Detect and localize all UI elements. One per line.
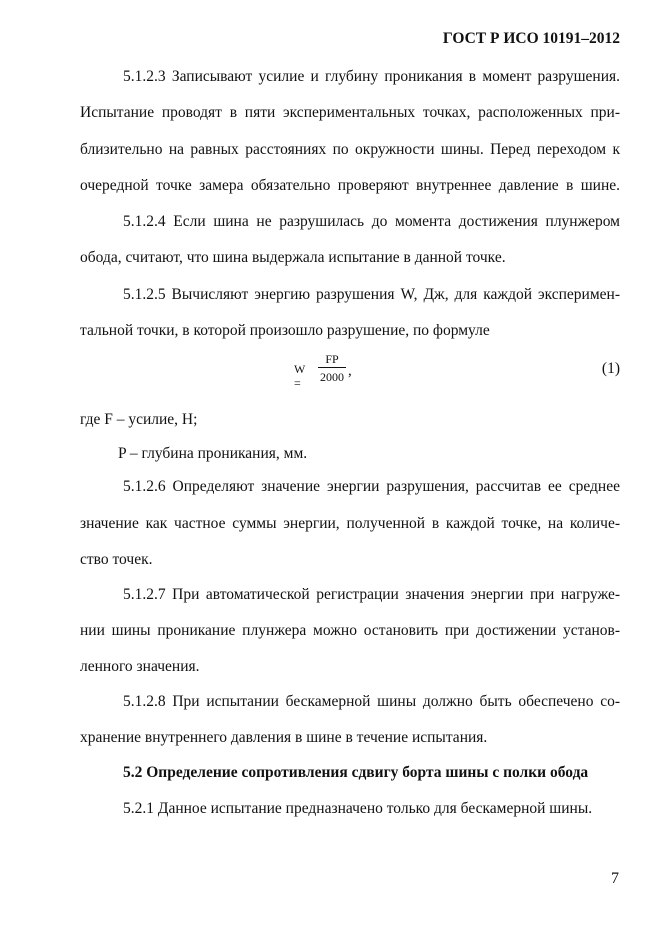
page-number: 7 [611, 870, 619, 887]
formula-denominator: 2000 [320, 370, 344, 384]
paragraph-line: значение как частное суммы энергии, полученной в каждой точке, на количе- [80, 515, 620, 532]
paragraph-line: ство точек. [80, 551, 153, 568]
paragraph-line: ленного значения. [80, 658, 200, 675]
paragraph-line: 5.2.1 Данное испытание предназначено только для бескамерной шины. [123, 800, 593, 817]
paragraph-line: тальной точки, в которой произошло разрушение, по формуле [80, 322, 490, 339]
paragraph-line: Испытание проводят в пяти экспериментальных точках, расположенных при- [80, 104, 620, 121]
paragraph-line: 5.1.2.4 Если шина не разрушилась до момента достижения плунжером [123, 213, 620, 230]
where-line: где F – усилие, Н; [80, 411, 198, 428]
section-heading: 5.2 Определение сопротивления сдвигу борта шины с полки обода [123, 764, 589, 781]
paragraph-line: 5.1.2.7 При автоматической регистрации значения энергии при нагруже- [123, 586, 620, 603]
formula-lhs: W = [294, 362, 306, 390]
paragraph-line: очередной точке замера обязательно проверяют внутреннее давление в шине. [80, 177, 620, 194]
formula-numerator: FP [318, 352, 346, 368]
paragraph-line: хранение внутреннего давления в шине в течение испытания. [80, 729, 488, 746]
paragraph-line: 5.1.2.5 Вычисляют энергию разрушения W, Дж, для каждой эксперимен- [123, 286, 620, 303]
paragraph-line: нии шины проникание плунжера можно остановить при достижении установ- [80, 622, 620, 639]
formula-comma: , [348, 363, 352, 379]
formula-fraction [318, 352, 346, 384]
paragraph-line: 5.1.2.6 Определяют значение энергии разрушения, рассчитав ее среднее [123, 478, 620, 495]
paragraph-line: 5.1.2.3 Записывают усилие и глубину проникания в момент разрушения. [123, 68, 620, 85]
equation-number: (1) [601, 360, 620, 377]
document-header: ГОСТ Р ИСО 10191–2012 [442, 30, 620, 47]
paragraph-line: 5.1.2.8 При испытании бескамерной шины должно быть обеспечено со- [123, 693, 620, 710]
paragraph-line: близительно на равных расстояниях по окружности шины. Перед переходом к [80, 141, 620, 158]
where-line: P – глубина проникания, мм. [118, 445, 308, 462]
paragraph-line: обода, считают, что шина выдержала испытание в данной точке. [80, 249, 506, 266]
